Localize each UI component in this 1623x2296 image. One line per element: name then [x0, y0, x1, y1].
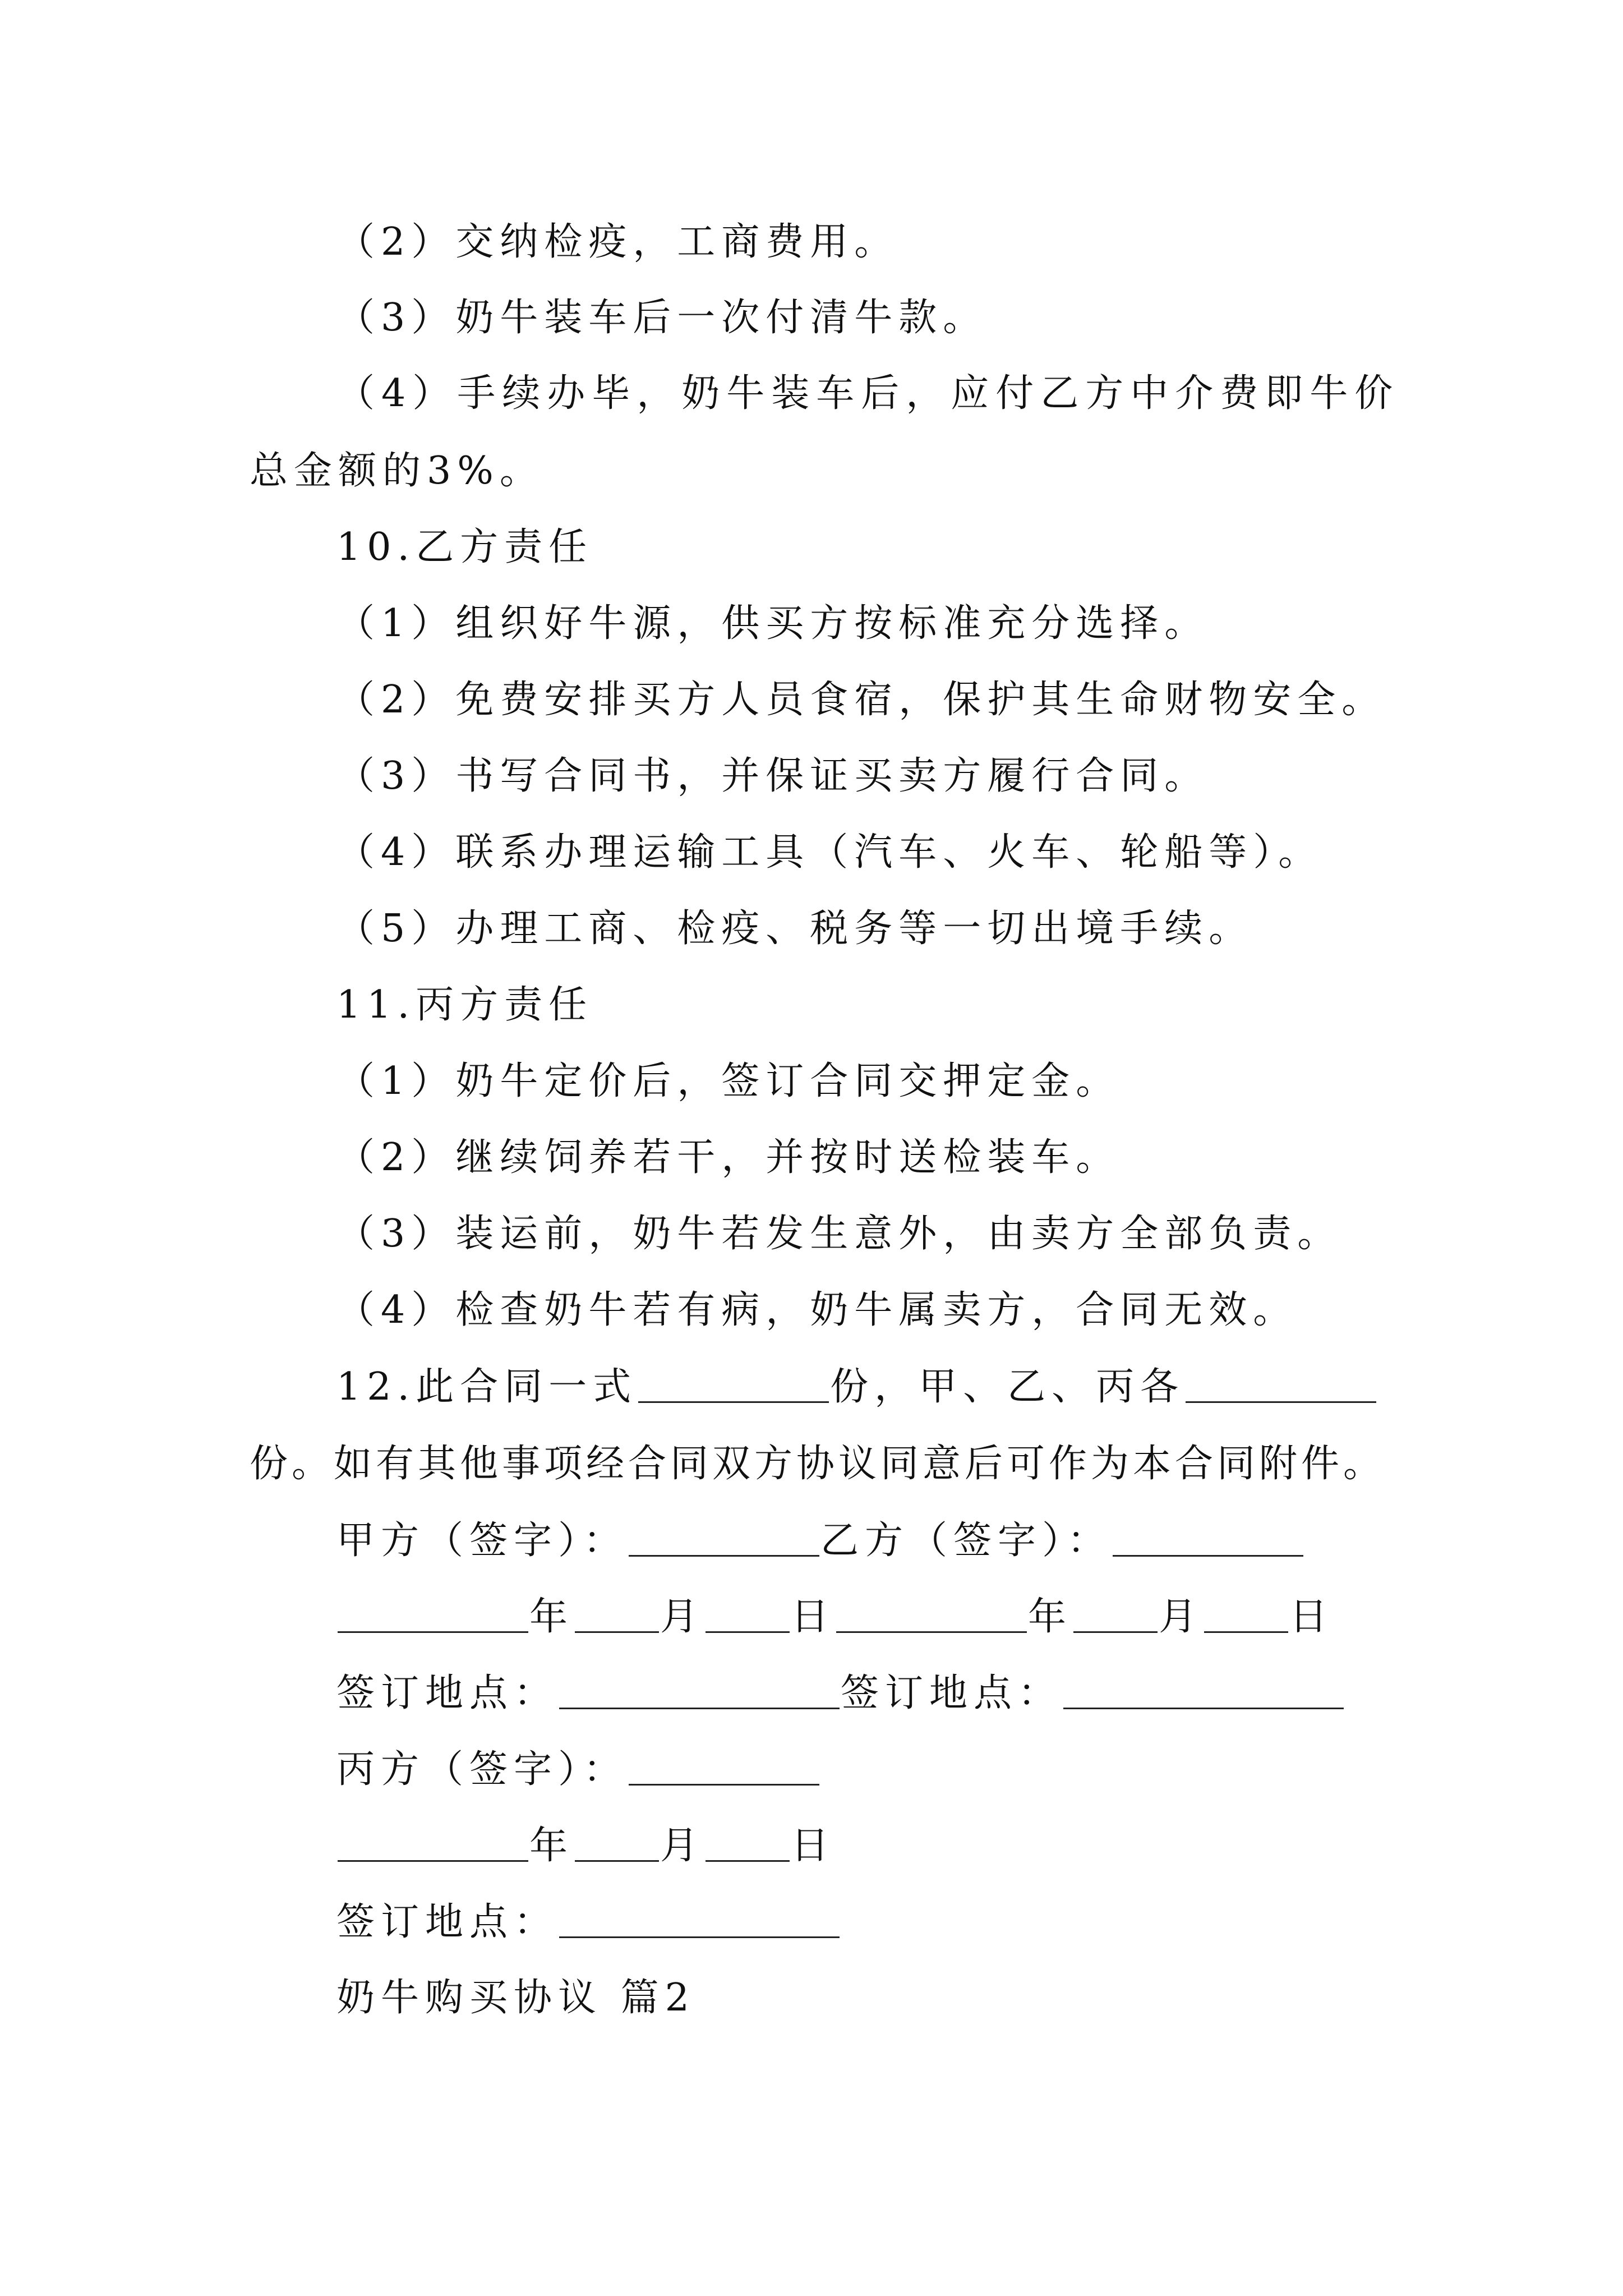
section10-heading: 10.乙方责任 — [336, 525, 593, 569]
section11-item-4: （4）检查奶牛若有病，奶牛属卖方，合同无效。 — [336, 1288, 1298, 1332]
party-a-year-blank[interactable] — [338, 1598, 528, 1633]
section11-item-2: （2）继续饲养若干，并按时送检装车。 — [336, 1135, 1121, 1180]
party-c-date-row — [336, 1824, 836, 1868]
party-c-place-label: 签订地点： — [336, 1900, 559, 1944]
party-a-place-blank[interactable] — [559, 1674, 840, 1709]
party-c-signature-blank[interactable] — [629, 1750, 819, 1786]
party-b-signature-blank[interactable] — [1113, 1521, 1303, 1557]
party-c-month-label: 月 — [660, 1824, 705, 1868]
party-b-place-blank[interactable] — [1063, 1674, 1344, 1709]
section11-item-3: （3）装运前，奶牛若发生意外，由卖方全部负责。 — [336, 1212, 1342, 1256]
next-section-title: 奶牛购买协议 篇2 — [336, 1976, 695, 2020]
party-b-day-label: 日 — [1289, 1595, 1334, 1639]
party-a-day-blank[interactable] — [706, 1598, 790, 1633]
party-c-place-row — [336, 1900, 841, 1944]
party-c-sign-row — [336, 1747, 820, 1792]
section10-item-2: （2）免费安排买方人员食宿，保护其生命财物安全。 — [336, 678, 1386, 722]
party-a-month-label: 月 — [660, 1595, 705, 1639]
party-c-year-label: 年 — [529, 1824, 574, 1868]
section9-item3: （3）奶牛装车后一次付清牛款。 — [336, 296, 988, 340]
party-ab-date-row — [336, 1595, 1334, 1639]
section12-part1: 12.此合同一式 — [336, 1365, 638, 1409]
party-a-place-label: 签订地点： — [336, 1671, 559, 1715]
section10-item-5: （5）办理工商、检疫、税务等一切出境手续。 — [336, 907, 1253, 951]
section10-item-1: （1）组织好牛源，供买方按标准充分选择。 — [336, 601, 1209, 646]
section9-item2: （2）交纳检疫，工商费用。 — [336, 220, 899, 264]
party-b-year-label: 年 — [1028, 1595, 1073, 1639]
party-b-month-blank[interactable] — [1073, 1598, 1158, 1633]
party-a-signature-blank[interactable] — [629, 1521, 819, 1557]
party-ab-sign-row — [336, 1519, 1304, 1563]
party-c-day-label: 日 — [791, 1824, 836, 1868]
section11-item-1: （1）奶牛定价后，签订合同交押定金。 — [336, 1059, 1121, 1103]
party-c-month-blank[interactable] — [575, 1826, 659, 1862]
party-b-label: 乙方（签字）： — [820, 1519, 1112, 1563]
party-ab-place-row — [336, 1671, 1345, 1715]
section9-item4-line2: 总金额的3%。 — [250, 449, 544, 493]
party-a-year-label: 年 — [529, 1595, 574, 1639]
section10-item-4: （4）联系办理运输工具（汽车、火车、轮船等）。 — [336, 830, 1323, 875]
party-c-year-blank[interactable] — [338, 1826, 528, 1862]
party-c-day-blank[interactable] — [706, 1826, 790, 1862]
party-b-year-blank[interactable] — [836, 1598, 1027, 1633]
party-b-place-label: 签订地点： — [841, 1671, 1063, 1715]
party-c-label: 丙方（签字）： — [336, 1747, 628, 1792]
copies-each-blank[interactable] — [1186, 1368, 1376, 1403]
section12-part2: 份，甲、乙、丙各 — [830, 1365, 1185, 1409]
party-c-place-blank[interactable] — [559, 1903, 840, 1938]
party-b-month-label: 月 — [1159, 1595, 1204, 1639]
party-a-day-label: 日 — [791, 1595, 836, 1639]
party-a-month-blank[interactable] — [575, 1598, 659, 1633]
copies-total-blank[interactable] — [638, 1368, 829, 1403]
section11-heading: 11.丙方责任 — [336, 983, 593, 1027]
section12-line1 — [336, 1365, 1377, 1409]
section12-line2: 份。如有其他事项经合同双方协议同意后可作为本合同附件。 — [250, 1442, 1386, 1486]
section10-item-3: （3）书写合同书，并保证买卖方履行合同。 — [336, 754, 1209, 798]
party-a-label: 甲方（签字）： — [336, 1519, 628, 1563]
section9-item4-line1: （4）手续办毕，奶牛装车后，应付乙方中介费即牛价 — [336, 371, 1400, 416]
party-b-day-blank[interactable] — [1204, 1598, 1288, 1633]
